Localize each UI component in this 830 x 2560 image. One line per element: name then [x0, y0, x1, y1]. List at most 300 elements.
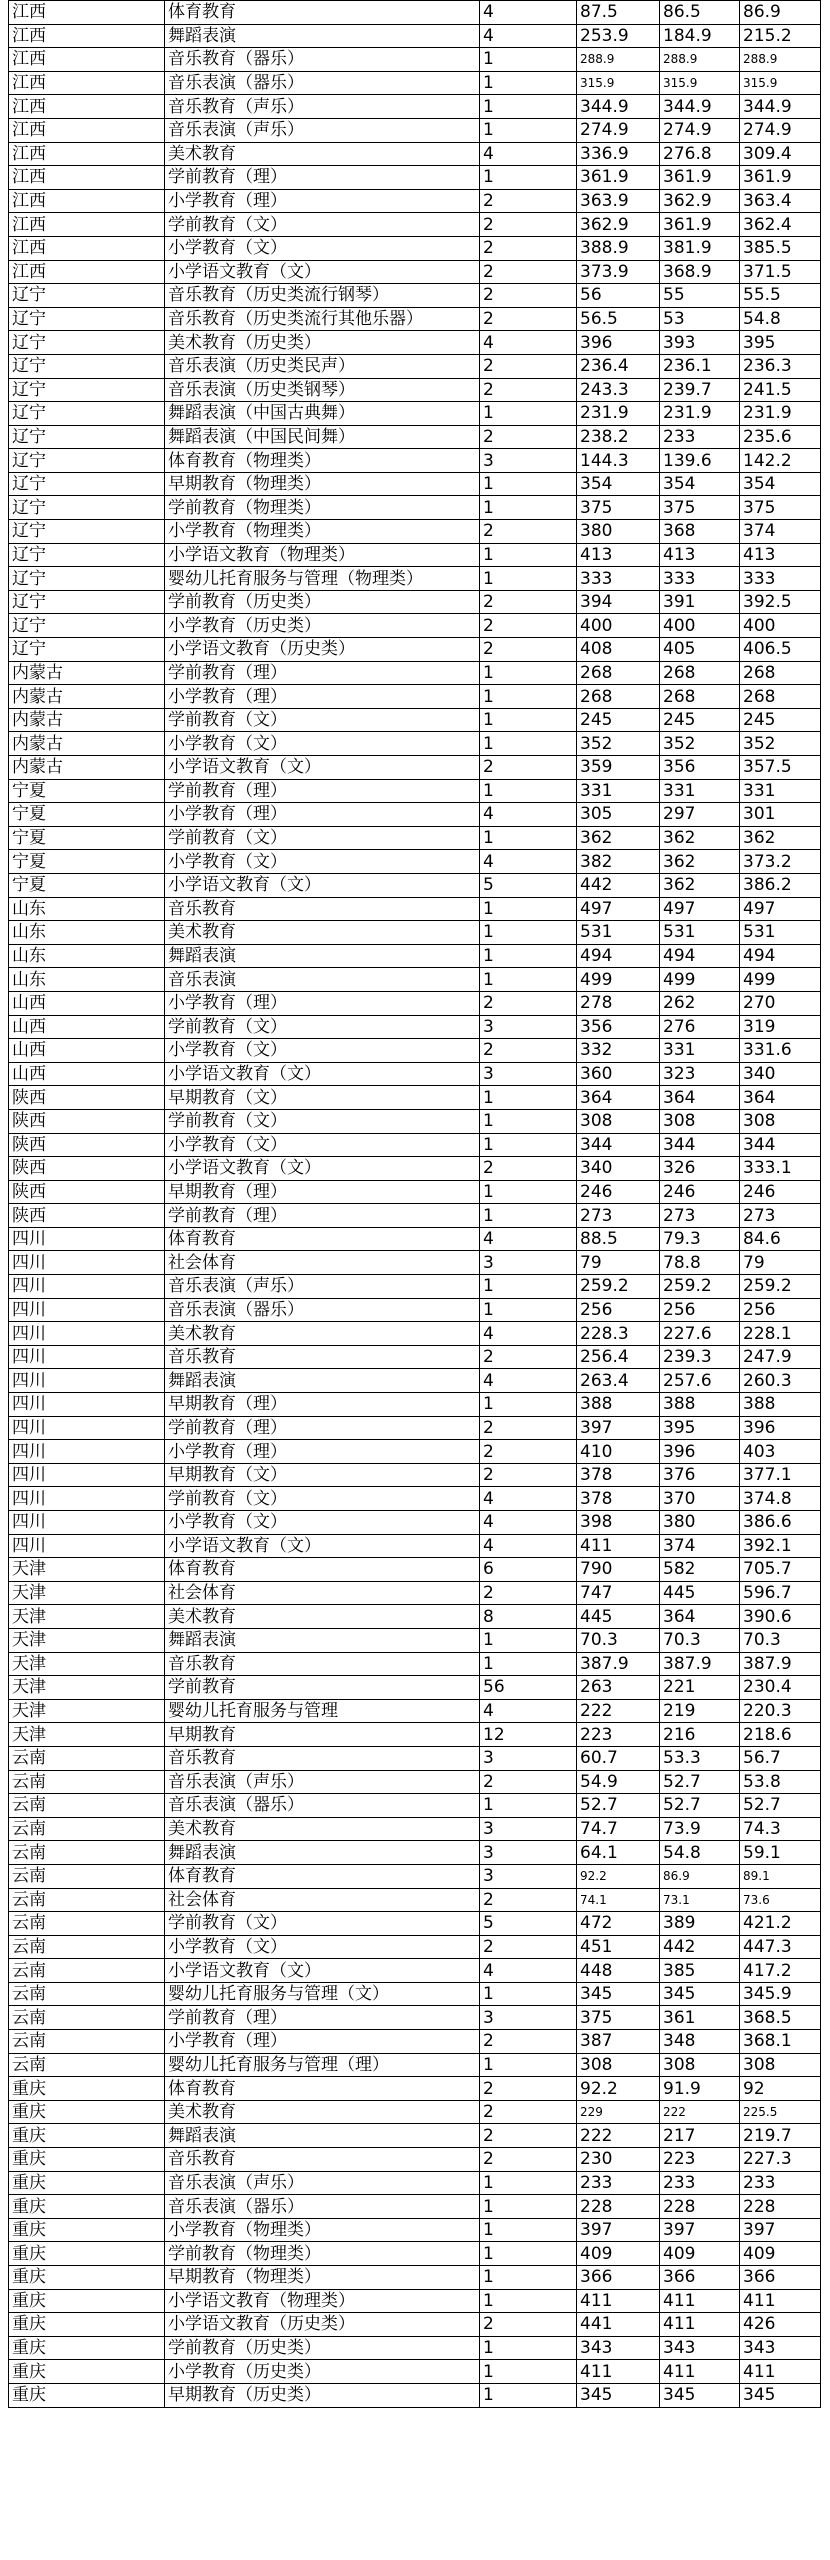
table-row [9, 1369, 821, 1393]
province-cell: 辽宁 [9, 567, 165, 591]
table-row [9, 2266, 821, 2290]
count-cell: 2 [480, 213, 577, 237]
province-cell: 内蒙古 [9, 685, 165, 709]
avg-score-cell: 343 [740, 2336, 821, 2360]
count-cell: 2 [480, 1463, 577, 1487]
major-cell: 学前教育（理） [165, 166, 480, 190]
min-score-cell: 184.9 [660, 24, 740, 48]
avg-score-cell: 413 [740, 543, 821, 567]
count-cell: 1 [480, 1180, 577, 1204]
avg-score-cell: 256 [740, 1298, 821, 1322]
max-score-cell: 497 [577, 897, 660, 921]
table-row [9, 2171, 821, 2195]
province-cell: 山东 [9, 944, 165, 968]
table-row [9, 1935, 821, 1959]
major-cell: 音乐表演（历史类民声） [165, 354, 480, 378]
province-cell: 山西 [9, 1039, 165, 1063]
province-cell: 四川 [9, 1440, 165, 1464]
min-score-cell: 246 [660, 1180, 740, 1204]
max-score-cell: 378 [577, 1463, 660, 1487]
table-row [9, 1086, 821, 1110]
count-cell: 4 [480, 331, 577, 355]
major-cell: 舞蹈表演（中国民间舞） [165, 425, 480, 449]
table-row [9, 2383, 821, 2407]
count-cell: 1 [480, 1393, 577, 1417]
count-cell: 1 [480, 1982, 577, 2006]
major-cell: 体育教育 [165, 2077, 480, 2101]
min-score-cell: 73.9 [660, 1817, 740, 1841]
avg-score-cell: 86.9 [740, 1, 821, 25]
avg-score-cell: 236.3 [740, 354, 821, 378]
province-cell: 江西 [9, 236, 165, 260]
min-score-cell: 409 [660, 2242, 740, 2266]
avg-score-cell: 241.5 [740, 378, 821, 402]
count-cell: 3 [480, 1864, 577, 1888]
count-cell: 4 [480, 24, 577, 48]
table-row [9, 2218, 821, 2242]
max-score-cell: 87.5 [577, 1, 660, 25]
major-cell: 学前教育 [165, 1676, 480, 1700]
count-cell: 4 [480, 1, 577, 25]
province-cell: 山西 [9, 1015, 165, 1039]
province-cell: 陕西 [9, 1133, 165, 1157]
province-cell: 天津 [9, 1676, 165, 1700]
province-cell: 辽宁 [9, 520, 165, 544]
count-cell: 2 [480, 590, 577, 614]
min-score-cell: 362 [660, 873, 740, 897]
min-score-cell: 344 [660, 1133, 740, 1157]
avg-score-cell: 70.3 [740, 1628, 821, 1652]
province-cell: 辽宁 [9, 378, 165, 402]
min-score-cell: 53.3 [660, 1746, 740, 1770]
province-cell: 江西 [9, 24, 165, 48]
major-cell: 体育教育 [165, 1227, 480, 1251]
min-score-cell: 366 [660, 2266, 740, 2290]
max-score-cell: 364 [577, 1086, 660, 1110]
count-cell: 1 [480, 2242, 577, 2266]
count-cell: 4 [480, 142, 577, 166]
major-cell: 音乐教育（历史类流行其他乐器） [165, 307, 480, 331]
major-cell: 美术教育（历史类） [165, 331, 480, 355]
min-score-cell: 389 [660, 1912, 740, 1936]
major-cell: 学前教育（理） [165, 2006, 480, 2030]
major-cell: 小学教育（理） [165, 189, 480, 213]
min-score-cell: 139.6 [660, 449, 740, 473]
major-cell: 音乐教育 [165, 1345, 480, 1369]
avg-score-cell: 421.2 [740, 1912, 821, 1936]
count-cell: 1 [480, 1298, 577, 1322]
table-row [9, 1699, 821, 1723]
avg-score-cell: 219.7 [740, 2124, 821, 2148]
table-row [9, 284, 821, 308]
province-cell: 四川 [9, 1251, 165, 1275]
count-cell: 3 [480, 2006, 577, 2030]
major-cell: 小学教育（物理类） [165, 520, 480, 544]
avg-score-cell: 392.5 [740, 590, 821, 614]
avg-score-cell: 387.9 [740, 1652, 821, 1676]
min-score-cell: 268 [660, 685, 740, 709]
major-cell: 学前教育（文） [165, 1109, 480, 1133]
max-score-cell: 228 [577, 2195, 660, 2219]
min-score-cell: 344.9 [660, 95, 740, 119]
avg-score-cell: 308 [740, 1109, 821, 1133]
count-cell: 1 [480, 921, 577, 945]
province-cell: 天津 [9, 1628, 165, 1652]
major-cell: 早期教育（理） [165, 1393, 480, 1417]
table-row [9, 1440, 821, 1464]
min-score-cell: 297 [660, 803, 740, 827]
count-cell: 1 [480, 118, 577, 142]
province-cell: 辽宁 [9, 307, 165, 331]
count-cell: 3 [480, 1746, 577, 1770]
min-score-cell: 308 [660, 2053, 740, 2077]
max-score-cell: 60.7 [577, 1746, 660, 1770]
avg-score-cell: 385.5 [740, 236, 821, 260]
avg-score-cell: 364 [740, 1086, 821, 1110]
avg-score-cell: 74.3 [740, 1817, 821, 1841]
avg-score-cell: 344.9 [740, 95, 821, 119]
count-cell: 2 [480, 520, 577, 544]
max-score-cell: 74.7 [577, 1817, 660, 1841]
max-score-cell: 231.9 [577, 402, 660, 426]
count-cell: 1 [480, 95, 577, 119]
table-row [9, 826, 821, 850]
max-score-cell: 222 [577, 2124, 660, 2148]
min-score-cell: 405 [660, 638, 740, 662]
min-score-cell: 308 [660, 1109, 740, 1133]
table-row [9, 1133, 821, 1157]
avg-score-cell: 268 [740, 685, 821, 709]
table-row [9, 2053, 821, 2077]
avg-score-cell: 52.7 [740, 1794, 821, 1818]
major-cell: 小学教育（理） [165, 1440, 480, 1464]
table-row [9, 850, 821, 874]
major-cell: 体育教育 [165, 1558, 480, 1582]
major-cell: 音乐表演（声乐） [165, 118, 480, 142]
major-cell: 美术教育 [165, 2100, 480, 2124]
max-score-cell: 442 [577, 873, 660, 897]
count-cell: 2 [480, 2030, 577, 2054]
major-cell: 美术教育 [165, 1817, 480, 1841]
table-row [9, 1746, 821, 1770]
province-cell: 辽宁 [9, 449, 165, 473]
table-row [9, 1463, 821, 1487]
count-cell: 4 [480, 1227, 577, 1251]
max-score-cell: 448 [577, 1959, 660, 1983]
max-score-cell: 256 [577, 1298, 660, 1322]
max-score-cell: 230 [577, 2148, 660, 2172]
count-cell: 4 [480, 1511, 577, 1535]
max-score-cell: 236.4 [577, 354, 660, 378]
count-cell: 4 [480, 1487, 577, 1511]
major-cell: 早期教育（文） [165, 1463, 480, 1487]
max-score-cell: 54.9 [577, 1770, 660, 1794]
province-cell: 云南 [9, 2006, 165, 2030]
max-score-cell: 243.3 [577, 378, 660, 402]
avg-score-cell: 331 [740, 779, 821, 803]
min-score-cell: 364 [660, 1086, 740, 1110]
min-score-cell: 217 [660, 2124, 740, 2148]
avg-score-cell: 233 [740, 2171, 821, 2195]
major-cell: 小学语文教育（文） [165, 873, 480, 897]
province-cell: 辽宁 [9, 425, 165, 449]
max-score-cell: 52.7 [577, 1794, 660, 1818]
avg-score-cell: 73.6 [740, 1888, 821, 1912]
table-row [9, 1723, 821, 1747]
count-cell: 6 [480, 1558, 577, 1582]
min-score-cell: 396 [660, 1440, 740, 1464]
table-row [9, 2148, 821, 2172]
province-cell: 云南 [9, 1841, 165, 1865]
province-cell: 重庆 [9, 2266, 165, 2290]
min-score-cell: 54.8 [660, 1841, 740, 1865]
major-cell: 小学语文教育（物理类） [165, 543, 480, 567]
max-score-cell: 79 [577, 1251, 660, 1275]
min-score-cell: 323 [660, 1062, 740, 1086]
max-score-cell: 387.9 [577, 1652, 660, 1676]
avg-score-cell: 56.7 [740, 1746, 821, 1770]
min-score-cell: 370 [660, 1487, 740, 1511]
province-cell: 四川 [9, 1322, 165, 1346]
count-cell: 2 [480, 614, 577, 638]
avg-score-cell: 375 [740, 496, 821, 520]
table-row [9, 2336, 821, 2360]
province-cell: 辽宁 [9, 354, 165, 378]
max-score-cell: 233 [577, 2171, 660, 2195]
province-cell: 云南 [9, 1959, 165, 1983]
avg-score-cell: 268 [740, 661, 821, 685]
avg-score-cell: 406.5 [740, 638, 821, 662]
max-score-cell: 411 [577, 2289, 660, 2313]
table-row [9, 732, 821, 756]
min-score-cell: 331 [660, 779, 740, 803]
major-cell: 音乐教育 [165, 2148, 480, 2172]
min-score-cell: 233 [660, 425, 740, 449]
table-row [9, 1298, 821, 1322]
min-score-cell: 227.6 [660, 1322, 740, 1346]
major-cell: 学前教育（文） [165, 213, 480, 237]
avg-score-cell: 354 [740, 472, 821, 496]
avg-score-cell: 270 [740, 991, 821, 1015]
count-cell: 1 [480, 71, 577, 95]
province-cell: 陕西 [9, 1157, 165, 1181]
max-score-cell: 92.2 [577, 1864, 660, 1888]
count-cell: 5 [480, 1912, 577, 1936]
min-score-cell: 411 [660, 2360, 740, 2384]
avg-score-cell: 497 [740, 897, 821, 921]
major-cell: 音乐表演 [165, 968, 480, 992]
avg-score-cell: 259.2 [740, 1275, 821, 1299]
count-cell: 1 [480, 1794, 577, 1818]
max-score-cell: 359 [577, 756, 660, 780]
table-row [9, 1912, 821, 1936]
count-cell: 2 [480, 189, 577, 213]
count-cell: 1 [480, 2336, 577, 2360]
major-cell: 婴幼儿托育服务与管理（物理类） [165, 567, 480, 591]
max-score-cell: 340 [577, 1157, 660, 1181]
province-cell: 宁夏 [9, 873, 165, 897]
avg-score-cell: 596.7 [740, 1581, 821, 1605]
province-cell: 内蒙古 [9, 708, 165, 732]
avg-score-cell: 89.1 [740, 1864, 821, 1888]
min-score-cell: 239.7 [660, 378, 740, 402]
table-row [9, 1982, 821, 2006]
avg-score-cell: 373.2 [740, 850, 821, 874]
max-score-cell: 362.9 [577, 213, 660, 237]
min-score-cell: 91.9 [660, 2077, 740, 2101]
major-cell: 美术教育 [165, 1322, 480, 1346]
max-score-cell: 263 [577, 1676, 660, 1700]
count-cell: 1 [480, 472, 577, 496]
province-cell: 云南 [9, 1817, 165, 1841]
table-row [9, 1534, 821, 1558]
min-score-cell: 333 [660, 567, 740, 591]
count-cell: 2 [480, 2148, 577, 2172]
max-score-cell: 308 [577, 2053, 660, 2077]
max-score-cell: 397 [577, 2218, 660, 2242]
avg-score-cell: 54.8 [740, 307, 821, 331]
count-cell: 1 [480, 2218, 577, 2242]
avg-score-cell: 417.2 [740, 1959, 821, 1983]
major-cell: 婴幼儿托育服务与管理（理） [165, 2053, 480, 2077]
avg-score-cell: 403 [740, 1440, 821, 1464]
table-row [9, 142, 821, 166]
table-row [9, 1157, 821, 1181]
avg-score-cell: 352 [740, 732, 821, 756]
max-score-cell: 56 [577, 284, 660, 308]
max-score-cell: 332 [577, 1039, 660, 1063]
major-cell: 小学语文教育（文） [165, 260, 480, 284]
count-cell: 3 [480, 1841, 577, 1865]
province-cell: 重庆 [9, 2195, 165, 2219]
major-cell: 小学语文教育（文） [165, 1534, 480, 1558]
province-cell: 四川 [9, 1511, 165, 1535]
max-score-cell: 74.1 [577, 1888, 660, 1912]
table-row [9, 1180, 821, 1204]
max-score-cell: 531 [577, 921, 660, 945]
count-cell: 1 [480, 685, 577, 709]
max-score-cell: 92.2 [577, 2077, 660, 2101]
major-cell: 舞蹈表演 [165, 24, 480, 48]
table-row [9, 166, 821, 190]
max-score-cell: 344 [577, 1133, 660, 1157]
count-cell: 12 [480, 1723, 577, 1747]
major-cell: 音乐表演（声乐） [165, 1770, 480, 1794]
avg-score-cell: 426 [740, 2313, 821, 2337]
min-score-cell: 216 [660, 1723, 740, 1747]
max-score-cell: 228.3 [577, 1322, 660, 1346]
avg-score-cell: 362 [740, 826, 821, 850]
province-cell: 天津 [9, 1605, 165, 1629]
count-cell: 1 [480, 944, 577, 968]
major-cell: 音乐教育 [165, 897, 480, 921]
province-cell: 重庆 [9, 2077, 165, 2101]
max-score-cell: 263.4 [577, 1369, 660, 1393]
min-score-cell: 262 [660, 991, 740, 1015]
table-row [9, 1345, 821, 1369]
avg-score-cell: 84.6 [740, 1227, 821, 1251]
min-score-cell: 345 [660, 1982, 740, 2006]
avg-score-cell: 319 [740, 1015, 821, 1039]
table-row [9, 1416, 821, 1440]
min-score-cell: 385 [660, 1959, 740, 1983]
max-score-cell: 400 [577, 614, 660, 638]
province-cell: 云南 [9, 1770, 165, 1794]
min-score-cell: 388 [660, 1393, 740, 1417]
max-score-cell: 268 [577, 685, 660, 709]
avg-score-cell: 309.4 [740, 142, 821, 166]
table-row [9, 213, 821, 237]
major-cell: 小学教育（历史类） [165, 2360, 480, 2384]
major-cell: 舞蹈表演 [165, 1628, 480, 1652]
max-score-cell: 380 [577, 520, 660, 544]
table-row [9, 2242, 821, 2266]
count-cell: 2 [480, 307, 577, 331]
min-score-cell: 53 [660, 307, 740, 331]
province-cell: 江西 [9, 95, 165, 119]
major-cell: 舞蹈表演（中国古典舞） [165, 402, 480, 426]
avg-score-cell: 361.9 [740, 166, 821, 190]
province-cell: 四川 [9, 1463, 165, 1487]
major-cell: 音乐教育（器乐） [165, 48, 480, 72]
min-score-cell: 413 [660, 543, 740, 567]
count-cell: 4 [480, 1322, 577, 1346]
min-score-cell: 497 [660, 897, 740, 921]
table-row [9, 260, 821, 284]
avg-score-cell: 705.7 [740, 1558, 821, 1582]
max-score-cell: 144.3 [577, 449, 660, 473]
avg-score-cell: 260.3 [740, 1369, 821, 1393]
table-row [9, 1015, 821, 1039]
avg-score-cell: 246 [740, 1180, 821, 1204]
avg-score-cell: 397 [740, 2218, 821, 2242]
major-cell: 学前教育（文） [165, 708, 480, 732]
avg-score-cell: 345 [740, 2383, 821, 2407]
max-score-cell: 336.9 [577, 142, 660, 166]
table-row [9, 638, 821, 662]
min-score-cell: 345 [660, 2383, 740, 2407]
max-score-cell: 411 [577, 1534, 660, 1558]
avg-score-cell: 315.9 [740, 71, 821, 95]
major-cell: 舞蹈表演 [165, 944, 480, 968]
major-cell: 小学教育（历史类） [165, 614, 480, 638]
avg-score-cell: 228.1 [740, 1322, 821, 1346]
major-cell: 体育教育 [165, 1864, 480, 1888]
avg-score-cell: 225.5 [740, 2100, 821, 2124]
table-row [9, 897, 821, 921]
avg-score-cell: 362.4 [740, 213, 821, 237]
major-cell: 早期教育（文） [165, 1086, 480, 1110]
province-cell: 四川 [9, 1227, 165, 1251]
avg-score-cell: 340 [740, 1062, 821, 1086]
table-row [9, 968, 821, 992]
province-cell: 天津 [9, 1558, 165, 1582]
max-score-cell: 375 [577, 496, 660, 520]
min-score-cell: 499 [660, 968, 740, 992]
table-row [9, 1581, 821, 1605]
province-cell: 山西 [9, 1062, 165, 1086]
avg-score-cell: 333 [740, 567, 821, 591]
table-row [9, 1109, 821, 1133]
table-row [9, 520, 821, 544]
province-cell: 天津 [9, 1723, 165, 1747]
table-row [9, 1652, 821, 1676]
table-row [9, 48, 821, 72]
major-cell: 小学教育（理） [165, 2030, 480, 2054]
table-row [9, 1, 821, 25]
avg-score-cell: 142.2 [740, 449, 821, 473]
min-score-cell: 531 [660, 921, 740, 945]
